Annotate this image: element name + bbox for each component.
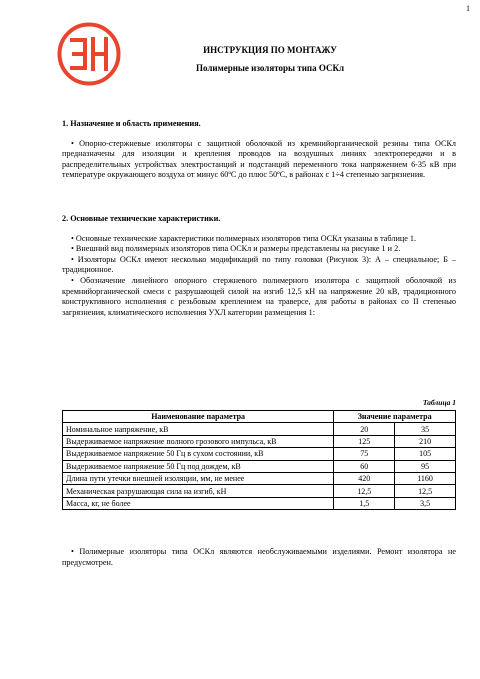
table-cell: 12,5	[395, 485, 456, 497]
section-2-bullet: • Обозначение линейного опорного стержневого полимерного изолятора с защитной оболочкой из кремнийорганической смеси с разрушающей силой на изгиб 12,5 кН на напряжение 20 кВ, традиционного конструктивного исполнения с резьбовым креплением на траверсе, для работы в районах со II степенью загрязнения, климатического исполнения УХЛ категории размещения 1:	[62, 276, 456, 318]
table-cell: 95	[395, 460, 456, 472]
table-cell: Масса, кг, не более	[63, 497, 334, 509]
table-cell: 35	[395, 423, 456, 435]
section-2-bullet: • Изоляторы ОСКл имеют несколько модификаций по типу головки (Рисунок 3): А – специальное; Б – традиционное.	[62, 255, 456, 276]
document-subtitle: Полимерные изоляторы типа ОСКл	[195, 63, 345, 73]
table-cell: 60	[334, 460, 395, 472]
table-cell: 3,5	[395, 497, 456, 509]
section-1-heading: 1. Назначение и область применения.	[62, 119, 201, 128]
table-cell: Механическая разрушающая сила на изгиб, кН	[63, 485, 334, 497]
table-cell: 12,5	[334, 485, 395, 497]
table-cell: 20	[334, 423, 395, 435]
table-row	[63, 448, 456, 460]
parameters-table-wrapper	[62, 410, 456, 510]
table-header-cell: Значение параметра	[334, 411, 456, 423]
table-cell: Длина пути утечки внешней изоляции, мм, не менее	[63, 472, 334, 484]
section-2	[62, 214, 456, 318]
section-2-bullet: • Основные технические характеристики полимерных изоляторов типа ОСКл указаны в таблице 1.	[62, 234, 456, 245]
table-row	[63, 485, 456, 497]
table-label: Таблица 1	[422, 398, 456, 407]
table-cell: 420	[334, 472, 395, 484]
table-cell: 210	[395, 435, 456, 447]
table-row	[63, 472, 456, 484]
parameters-table	[62, 410, 456, 510]
table-row	[63, 423, 456, 435]
section-1	[62, 119, 456, 181]
table-header-cell: Наименование параметра	[63, 411, 334, 423]
company-logo	[57, 22, 121, 86]
table-cell: 125	[334, 435, 395, 447]
footer-section	[62, 547, 456, 568]
section-2-heading: 2. Основные технические характеристики.	[62, 214, 221, 223]
table-row	[63, 497, 456, 509]
table-cell: Выдерживаемое напряжение 50 Гц в сухом состоянии, кВ	[63, 448, 334, 460]
table-row	[63, 460, 456, 472]
table-cell: Выдерживаемое напряжение 50 Гц под дождем, кВ	[63, 460, 334, 472]
section-2-bullet: • Внешний вид полимерных изоляторов типа ОСКл и размеры представлены на рисунке 1 и 2.	[62, 244, 456, 255]
page-number: 1	[466, 4, 470, 13]
table-cell: Номинальное напряжение, кВ	[63, 423, 334, 435]
table-cell: 1160	[395, 472, 456, 484]
table-header-row	[63, 411, 456, 423]
table-cell: 75	[334, 448, 395, 460]
footer-note: • Полимерные изоляторы типа ОСКл являются необслуживаемыми изделиями. Ремонт изолятора не предусмотрен.	[62, 547, 456, 568]
table-row	[63, 435, 456, 447]
section-1-paragraph: • Опорно-стержневые изоляторы с защитной оболочкой из кремнийорганической резины типа ОСКл предназначены для изоляции и крепления проводов на воздушных линиях электропередачи и в распределительных устройствах электростанций и подстанций переменного тока напряжением 6-35 кВ при температуре окружающего воздуха от минус 60ºС до плюс 50ºС, в районах с 1÷4 степенью загрязнения.	[62, 139, 456, 181]
document-title: ИНСТРУКЦИЯ ПО МОНТАЖУ	[203, 45, 337, 55]
table-cell: 105	[395, 448, 456, 460]
table-cell: Выдерживаемое напряжение полного грозового импульса, кВ	[63, 435, 334, 447]
table-cell: 1,5	[334, 497, 395, 509]
